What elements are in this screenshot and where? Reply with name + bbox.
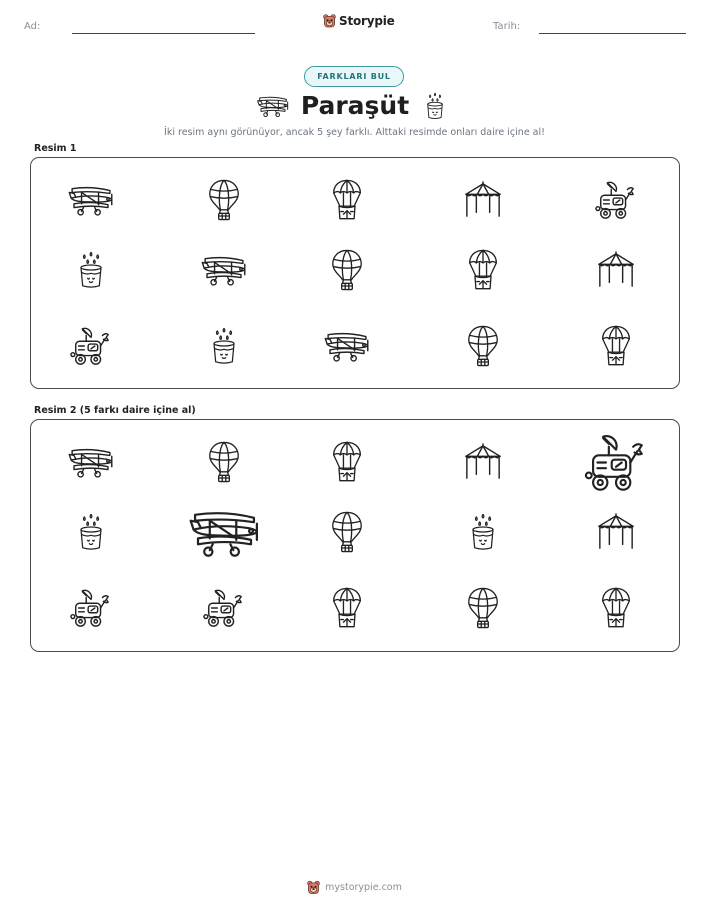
biplane-icon bbox=[68, 183, 114, 217]
bucket-icon bbox=[209, 325, 239, 367]
parachute-icon bbox=[600, 585, 632, 631]
picture2-cell-r2-c2[interactable] bbox=[169, 502, 279, 562]
footer bbox=[0, 880, 709, 895]
biplane-icon bbox=[68, 445, 114, 479]
picture1-cell-r2-c2 bbox=[169, 240, 279, 300]
picture1-cell-r3-c1 bbox=[36, 316, 146, 376]
picture2-frame[interactable] bbox=[30, 419, 680, 652]
picture2-cell-r1-c1[interactable] bbox=[36, 432, 146, 492]
biplane-icon bbox=[257, 94, 289, 118]
bucket-icon bbox=[468, 511, 498, 553]
page-title: Paraşüt bbox=[300, 91, 410, 120]
picture1-cell-r1-c4 bbox=[428, 170, 538, 230]
rover-icon bbox=[583, 431, 649, 494]
picture2-cell-r3-c3[interactable] bbox=[292, 578, 402, 638]
balloon-icon bbox=[467, 323, 499, 369]
parachute-icon bbox=[600, 323, 632, 369]
worksheet-type-badge: FARKLARI BUL bbox=[304, 66, 404, 87]
biplane-icon bbox=[189, 506, 260, 559]
rover-icon bbox=[69, 587, 113, 629]
picture1-cell-r3-c4 bbox=[428, 316, 538, 376]
picture1-cell-r2-c4 bbox=[428, 240, 538, 300]
picture1-cell-r3-c3 bbox=[292, 316, 402, 376]
picture1-cell-r3-c5 bbox=[561, 316, 671, 376]
picture2-cell-r2-c3[interactable] bbox=[292, 502, 402, 562]
brand bbox=[323, 13, 395, 29]
balloon-icon bbox=[208, 439, 240, 485]
picture1-cell-r2-c1 bbox=[36, 240, 146, 300]
picture2-cell-r2-c1[interactable] bbox=[36, 502, 146, 562]
parachute-icon bbox=[467, 247, 499, 293]
picture1-frame bbox=[30, 157, 680, 389]
balloon-icon bbox=[331, 247, 363, 293]
picture2-cell-r3-c5[interactable] bbox=[561, 578, 671, 638]
instructions: İki resim aynı görünüyor, ancak 5 şey farklı. Alttaki resimde onları daire içine al! bbox=[164, 127, 545, 138]
storypie-logo-icon bbox=[307, 880, 320, 895]
picture2-cell-r2-c4[interactable] bbox=[428, 502, 538, 562]
picture1-cell-r2-c5 bbox=[561, 240, 671, 300]
picture1-cell-r1-c1 bbox=[36, 170, 146, 230]
picture1-cell-r1-c2 bbox=[169, 170, 279, 230]
picture1-label: Resim 1 bbox=[34, 143, 77, 154]
parachute-icon bbox=[331, 439, 363, 485]
picture2-cell-r3-c4[interactable] bbox=[428, 578, 538, 638]
picture1-cell-r3-c2 bbox=[169, 316, 279, 376]
picture2-cell-r3-c2[interactable] bbox=[169, 578, 279, 638]
bucket-icon bbox=[76, 249, 106, 291]
balloon-icon bbox=[467, 585, 499, 631]
picture2-cell-r3-c1[interactable] bbox=[36, 578, 146, 638]
parachute-icon bbox=[331, 585, 363, 631]
name-label: Ad: bbox=[24, 21, 41, 32]
tent-icon bbox=[595, 513, 637, 551]
picture2-cell-r1-c3[interactable] bbox=[292, 432, 402, 492]
storypie-logo-icon bbox=[323, 13, 336, 29]
tent-icon bbox=[462, 181, 504, 219]
rover-icon bbox=[69, 325, 113, 367]
brand-text: Storypie bbox=[339, 14, 395, 28]
bucket-icon bbox=[76, 511, 106, 553]
balloon-icon bbox=[208, 177, 240, 223]
rain-bucket-icon bbox=[424, 91, 446, 121]
date-label: Tarih: bbox=[493, 21, 521, 32]
rover-icon bbox=[202, 587, 246, 629]
name-line[interactable] bbox=[72, 33, 255, 34]
picture1-cell-r1-c3 bbox=[292, 170, 402, 230]
tent-icon bbox=[595, 251, 637, 289]
footer-url[interactable]: mystorypie.com bbox=[325, 882, 402, 893]
biplane-icon bbox=[201, 253, 247, 287]
picture2-cell-r2-c5[interactable] bbox=[561, 502, 671, 562]
picture1-cell-r1-c5 bbox=[561, 170, 671, 230]
biplane-icon bbox=[324, 329, 370, 363]
picture1-cell-r2-c3 bbox=[292, 240, 402, 300]
balloon-icon bbox=[331, 509, 363, 555]
picture2-cell-r1-c4[interactable] bbox=[428, 432, 538, 492]
picture2-cell-r1-c5[interactable] bbox=[561, 429, 671, 496]
tent-icon bbox=[462, 443, 504, 481]
rover-icon bbox=[594, 179, 638, 221]
parachute-icon bbox=[331, 177, 363, 223]
picture2-cell-r1-c2[interactable] bbox=[169, 432, 279, 492]
picture2-label: Resim 2 (5 farkı daire içine al) bbox=[34, 405, 196, 416]
date-line[interactable] bbox=[539, 33, 686, 34]
